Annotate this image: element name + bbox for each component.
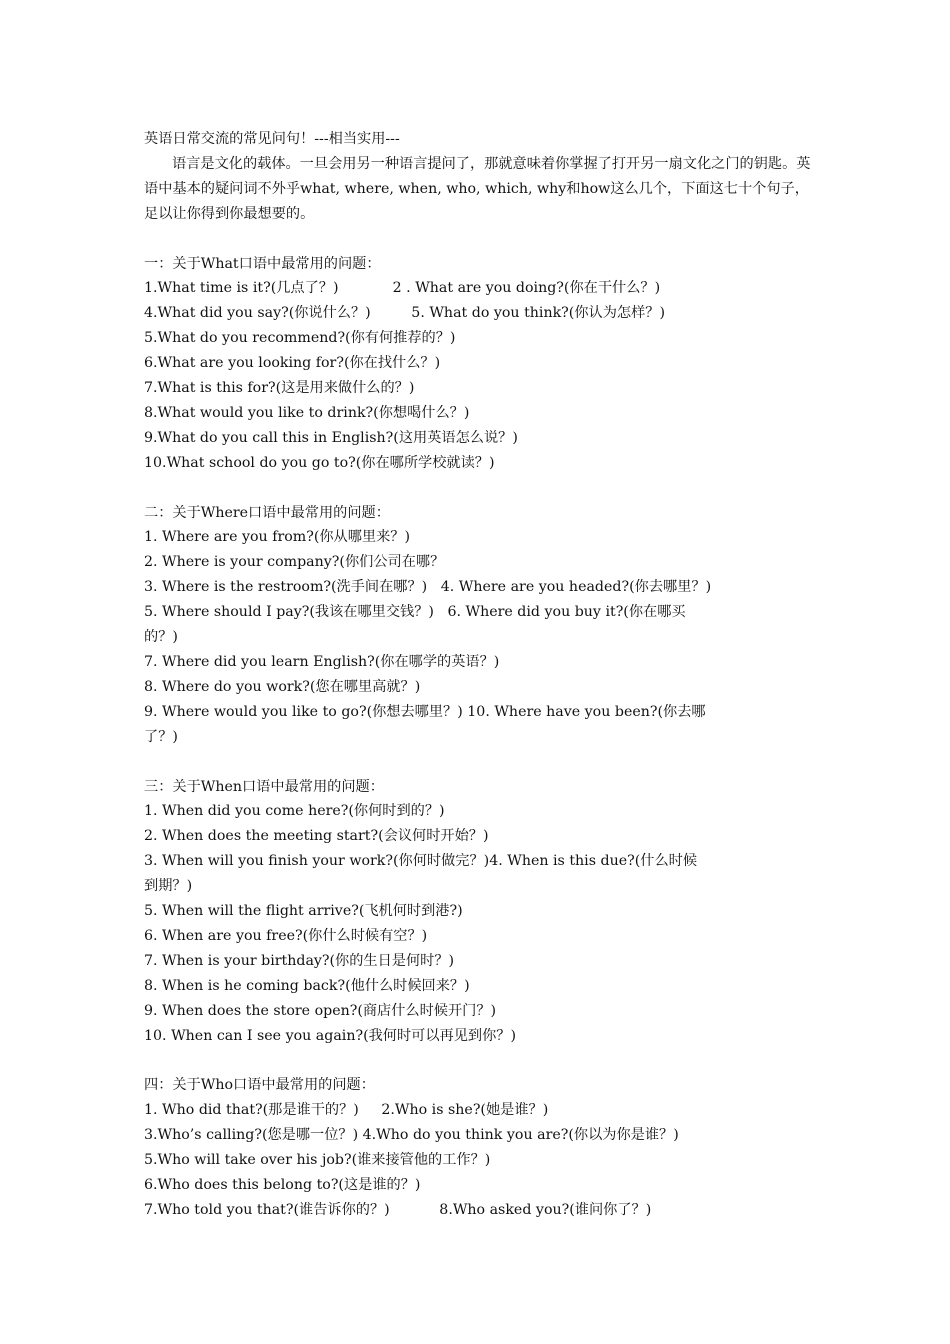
spacer — [144, 750, 812, 775]
question-line: 5. When will the flight arrive?(飞机何时到港?) — [144, 903, 463, 920]
question-line: 8. Where do you work?(您在哪里高就？) — [144, 678, 421, 695]
spacer — [144, 476, 812, 501]
question-line: 5.What do you recommend?(你有何推荐的？) — [144, 330, 456, 347]
section-when — [144, 775, 812, 1049]
question-line: 6. When are you free?(你什么时候有空？) — [144, 927, 428, 944]
question-line: 7.What is this for?(这是用来做什么的？) — [144, 380, 415, 397]
question-line: 3. Where is the restroom?(洗手间在哪？) 4. Where are you headed?(你去哪里？) — [144, 579, 712, 596]
question-line: 9. When does the store open?(商店什么时候开门？) — [144, 1002, 497, 1019]
question-line: 5. Where should I pay?(我该在哪里交钱？) 6. Where did you buy it?(你在哪买 — [144, 604, 686, 621]
question-line: 7. Where did you learn English?(你在哪学的英语？) — [144, 654, 500, 670]
question-line: 1. When did you come here?(你何时到的？) — [144, 803, 445, 820]
section-heading: 三：关于When口语中最常用的问题： — [144, 778, 384, 795]
question-line: 3. When will you finish your work?(你何时做完？)4. When is this due?(什么时候 — [144, 853, 698, 870]
question-line: 2. Where is your company?(你们公司在哪？ — [144, 554, 445, 571]
question-line: 8. When is he coming back?(他什么时候回来？) — [144, 977, 470, 994]
section-where — [144, 501, 812, 750]
section-who — [144, 1073, 812, 1222]
question-line: 9.What do you call this in English?(这用英语怎么说？) — [144, 429, 518, 446]
question-line: 到期？) — [144, 878, 193, 895]
document-title: 英语日常交流的常见问句！---相当实用--- — [144, 131, 400, 147]
question-line: 的？) — [144, 629, 178, 646]
section-what — [144, 252, 812, 476]
question-line: 4.What did you say?(你说什么？) 5. What do you think?(你认为怎样？) — [144, 305, 665, 322]
spacer — [144, 1048, 812, 1073]
question-line: 1.What time is it?(几点了？) 2 . What are you doing?(你在干什么？) — [144, 280, 661, 297]
question-line: 了？) — [144, 728, 178, 745]
spacer — [144, 227, 812, 252]
question-line: 1. Where are you from?(你从哪里来？) — [144, 529, 411, 546]
question-line: 10. When can I see you again?(我何时可以再见到你？) — [144, 1027, 517, 1044]
question-line: 7.Who told you that?(谁告诉你的？) 8.Who asked you?(谁问你了？) — [144, 1201, 652, 1218]
section-heading: 二：关于Where口语中最常用的问题： — [144, 504, 390, 521]
question-line: 6.What are you looking for?(你在找什么？) — [144, 355, 441, 372]
question-line: 3.Who’s calling?(您是哪一位？) 4.Who do you think you are?(你以为你是谁？) — [144, 1127, 679, 1144]
question-line: 5.Who will take over his job?(谁来接管他的工作？) — [144, 1152, 491, 1169]
question-line: 7. When is your birthday?(你的生日是何时？) — [144, 952, 455, 969]
question-line: 1. Who did that?(那是谁干的？) 2.Who is she?(她是谁？) — [144, 1102, 549, 1119]
question-line: 6.Who does this belong to?(这是谁的？) — [144, 1177, 421, 1193]
document-body — [144, 127, 812, 1223]
section-heading: 四：关于Who口语中最常用的问题： — [144, 1077, 375, 1094]
question-line: 9. Where would you like to go?(你想去哪里？) 10. Where have you been?(你去哪 — [144, 703, 706, 720]
section-heading: 一：关于What口语中最常用的问题： — [144, 255, 381, 272]
question-line: 10.What school do you go to?(你在哪所学校就读？) — [144, 454, 495, 471]
intro-paragraph: 语言是文化的载体。一旦会用另一种语言提问了，那就意味着你掌握了打开另一扇文化之门的钥匙。英语中基本的疑问词不外乎what, where, when, who, which, why和how这么几个，下面这七十个句子，足以让你得到你最想要的。 — [144, 155, 811, 222]
question-line: 8.What would you like to drink?(你想喝什么？) — [144, 404, 470, 421]
question-line: 2. When does the meeting start?(会议何时开始？) — [144, 828, 489, 845]
